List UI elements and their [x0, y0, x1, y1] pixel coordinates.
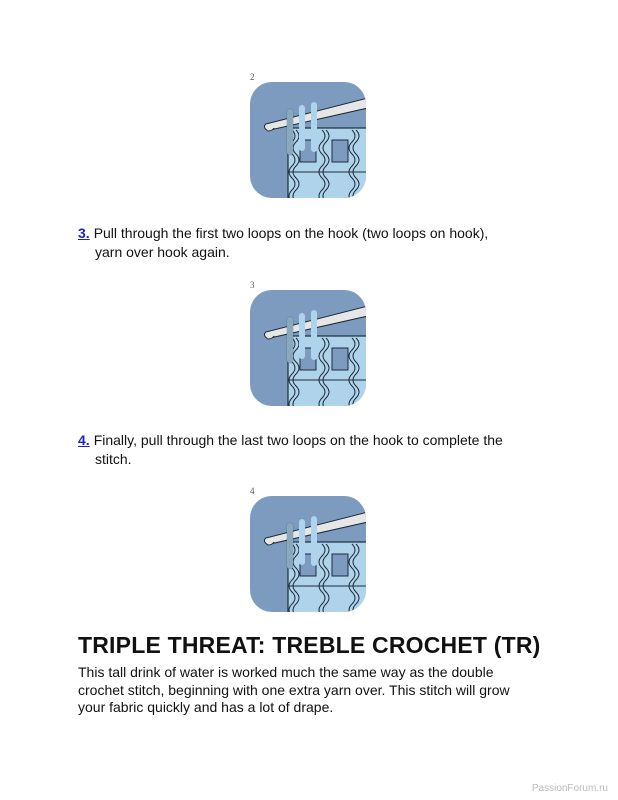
- section-heading: TRIPLE THREAT: TREBLE CROCHET (TR): [78, 632, 541, 658]
- step-text-continued: yarn over hook again.: [95, 244, 230, 260]
- step-3: [78, 224, 548, 262]
- paragraph-line: your fabric quickly and has a lot of drape.: [78, 699, 334, 715]
- paragraph-line: This tall drink of water is worked much the same way as the double: [78, 664, 494, 680]
- step-number-link[interactable]: 3.: [78, 225, 90, 241]
- crochet-illustration: [250, 82, 366, 198]
- figure-number: 2: [250, 72, 255, 82]
- figure-4: [250, 486, 366, 612]
- figure-number: 3: [250, 280, 255, 290]
- step-number-link[interactable]: 4.: [78, 432, 90, 448]
- crochet-illustration: [250, 290, 366, 406]
- crochet-illustration: [250, 496, 366, 612]
- section-paragraph: [78, 664, 558, 717]
- step-4: [78, 431, 548, 469]
- figure-3: [250, 280, 366, 406]
- step-text: Pull through the first two loops on the hook (two loops on hook),: [93, 225, 489, 241]
- step-text-continued: stitch.: [95, 451, 132, 467]
- watermark: PassionForum.ru: [531, 783, 608, 794]
- figure-2: [250, 72, 366, 198]
- figure-number: 4: [250, 486, 255, 496]
- paragraph-line: crochet stitch, beginning with one extra yarn over. This stitch will grow: [78, 681, 510, 698]
- step-text: Finally, pull through the last two loops on the hook to complete the: [93, 432, 503, 448]
